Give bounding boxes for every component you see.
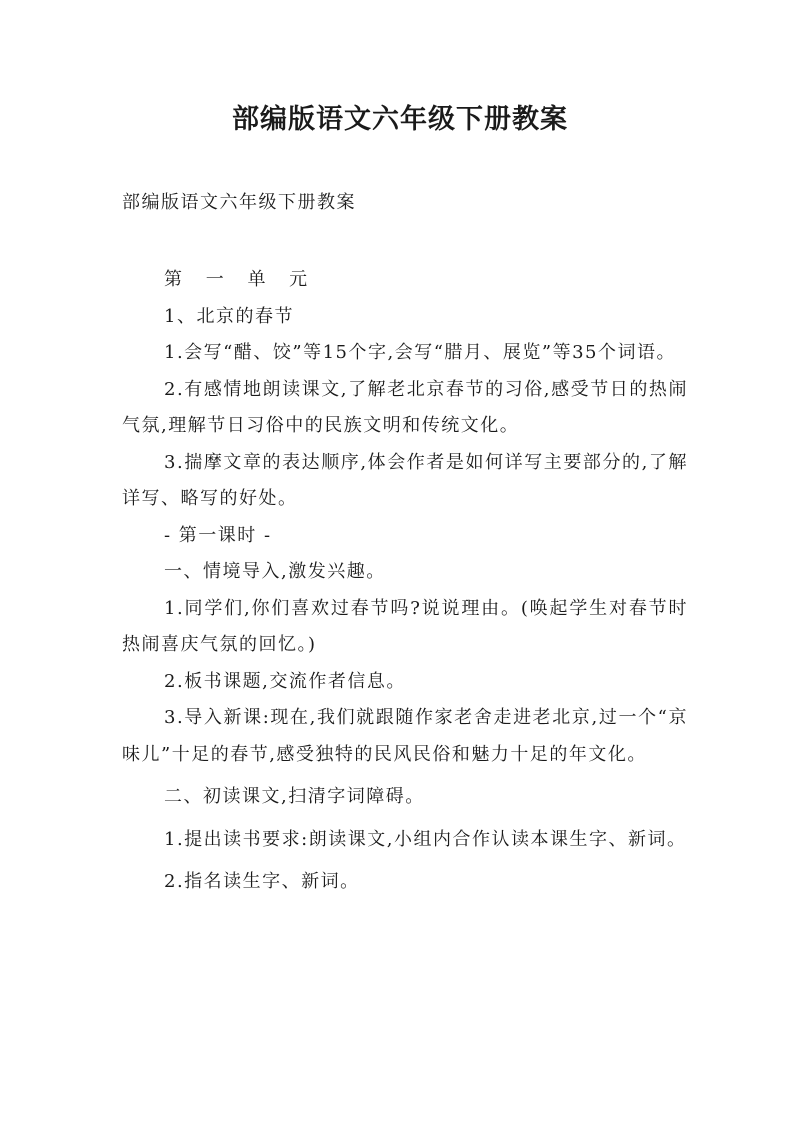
section-1-heading: 一、情境导入,激发兴趣。 xyxy=(164,561,386,582)
unit-heading: 第 一 单 元 xyxy=(164,269,317,290)
section-2-step-2: 2.指名读生字、新词。 xyxy=(164,871,360,892)
section-1-step-1: 1.同学们,你们喜欢过春节吗?说说理由。(唤起学生对春节时热闹喜庆气氛的回忆。) xyxy=(122,597,688,655)
document-body xyxy=(122,262,688,901)
objective-1: 1.会写“醋、饺”等15个字,会写“腊月、展览”等35个词语。 xyxy=(164,342,677,363)
section-2-step-1: 1.提出读书要求:朗读课文,小组内合作认读本课生字、新词。 xyxy=(164,828,687,850)
period-heading: - 第一课时 - xyxy=(164,524,272,546)
section-1-step-2: 2.板书课题,交流作者信息。 xyxy=(164,670,406,692)
section-1-step-3: 3.导入新课:现在,我们就跟随作家老舍走进老北京,过一个“京味儿”十足的春节,感受独特的民风民俗和魅力十足的年文化。 xyxy=(122,707,688,765)
objective-2: 2.有感情地朗读课文,了解老北京春节的习俗,感受节日的热闹气氛,理解节日习俗中的民族文明和传统文化。 xyxy=(122,378,688,436)
document-subtitle: 部编版语文六年级下册教案 xyxy=(122,192,356,213)
lesson-heading: 1、北京的春节 xyxy=(164,305,294,327)
section-2-heading: 二、初读课文,扫清字词障碍。 xyxy=(164,786,425,807)
objective-3: 3.揣摩文章的表达顺序,体会作者是如何详写主要部分的,了解详写、略写的好处。 xyxy=(122,451,688,509)
document-title: 部编版语文六年级下册教案 xyxy=(232,104,568,135)
